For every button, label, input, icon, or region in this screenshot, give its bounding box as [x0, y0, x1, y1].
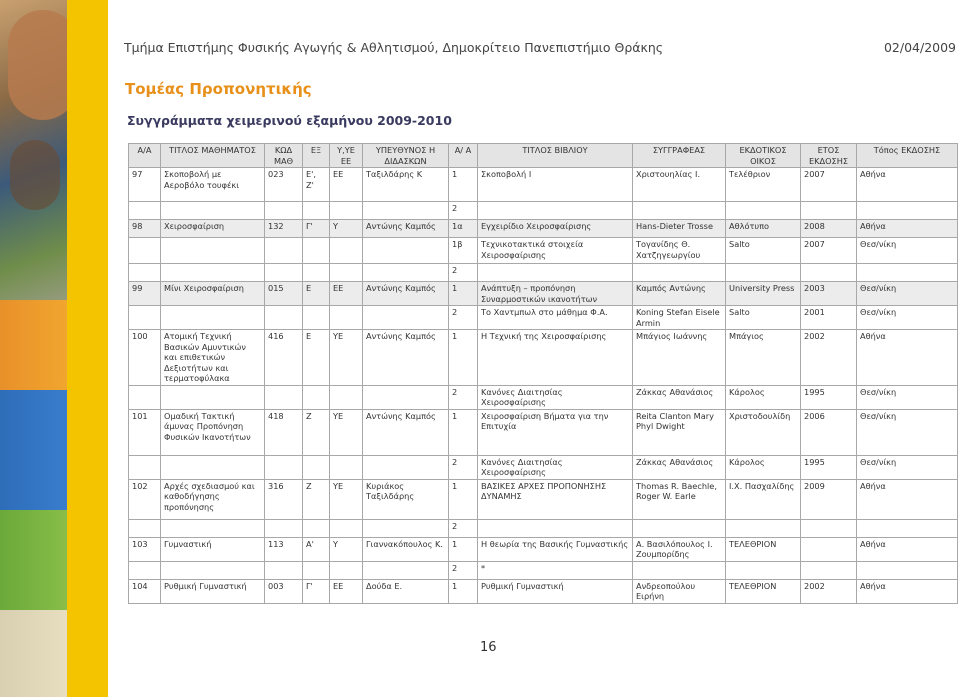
table-cell: [363, 264, 449, 282]
table-cell: [265, 202, 303, 220]
table-cell: Ομαδική Τακτική άμυνας Προπόνηση Φυσικών Ικανοτήτων: [161, 409, 265, 455]
sector-title: Τομέας Προπονητικής: [125, 80, 312, 98]
table-cell: 1: [449, 579, 478, 603]
table-cell: Ζάκκας Αθανάσιος: [633, 455, 726, 479]
column-header: ΣΥΓΓΡΑΦΕΑΣ: [633, 144, 726, 168]
table-cell: [857, 519, 958, 537]
table-cell: Τελέθριον: [726, 168, 801, 202]
table-cell: Η Τεχνική της Χειροσφαίρισης: [478, 330, 633, 386]
table-cell: Σκοποβολή Ι: [478, 168, 633, 202]
page-number: 16: [480, 640, 497, 655]
table-cell: Ε: [303, 282, 330, 306]
table-cell: 2006: [801, 409, 857, 455]
table-row: [129, 561, 958, 579]
table-cell: Salto: [726, 306, 801, 330]
table-cell: [330, 238, 363, 264]
table-cell: 2003: [801, 282, 857, 306]
table-cell: [363, 202, 449, 220]
table-cell: [330, 519, 363, 537]
table-row: [129, 579, 958, 603]
table-cell: Ι.Χ. Πασχαλίδης: [726, 479, 801, 519]
table-cell: 99: [129, 282, 161, 306]
decorative-sidebar: [0, 0, 108, 697]
table-cell: ΥΕ: [330, 409, 363, 455]
column-header: Α/Α: [129, 144, 161, 168]
table-cell: [161, 455, 265, 479]
table-cell: [303, 385, 330, 409]
column-header: ΤΙΤΛΟΣ ΜΑΘΗΜΑΤΟΣ: [161, 144, 265, 168]
table-row: [129, 330, 958, 386]
table-cell: [303, 306, 330, 330]
table-cell: [363, 385, 449, 409]
table-cell: 104: [129, 579, 161, 603]
table-cell: Η θεωρία της Βασικής Γυμναστικής: [478, 537, 633, 561]
table-cell: [161, 264, 265, 282]
table-cell: [129, 264, 161, 282]
table-cell: [330, 306, 363, 330]
table-header-row: [129, 144, 958, 168]
table-cell: 1: [449, 282, 478, 306]
column-header: ΕΚΔΟΤΙΚΟΣ ΟΙΚΟΣ: [726, 144, 801, 168]
table-cell: [801, 264, 857, 282]
table-cell: Αθήνα: [857, 579, 958, 603]
table-cell: Κυριάκος Ταξιλδάρης: [363, 479, 449, 519]
table-row: [129, 238, 958, 264]
table-cell: ΒΑΣΙΚΕΣ ΑΡΧΕΣ ΠΡΟΠΟΝΗΣΗΣ ΔΥΝΑΜΗΣ: [478, 479, 633, 519]
table-cell: [129, 202, 161, 220]
table-cell: Θεσ/νίκη: [857, 385, 958, 409]
table-cell: 2002: [801, 330, 857, 386]
table-body: [129, 168, 958, 604]
table-cell: [801, 519, 857, 537]
table-cell: Ρυθμική Γυμναστική: [478, 579, 633, 603]
table-cell: Χριστοδουλίδη: [726, 409, 801, 455]
table-cell: [726, 561, 801, 579]
table-cell: Υ: [330, 220, 363, 238]
table-cell: Δούδα Ε.: [363, 579, 449, 603]
table-cell: *: [478, 561, 633, 579]
sidebar-yellow-strip: [0, 0, 108, 697]
table-cell: 2: [449, 561, 478, 579]
table-cell: Χριστουηλίας Ι.: [633, 168, 726, 202]
table-cell: Θεσ/νίκη: [857, 238, 958, 264]
table-row: [129, 306, 958, 330]
column-header: ΕΤΟΣ ΕΚΔΟΣΗΣ: [801, 144, 857, 168]
table-cell: [265, 306, 303, 330]
table-cell: Αθήνα: [857, 168, 958, 202]
table-cell: [330, 202, 363, 220]
table-cell: Μίνι Χειροσφαίριση: [161, 282, 265, 306]
table-cell: Θεσ/νίκη: [857, 306, 958, 330]
table-cell: Χειροσφαίριση Βήματα για την Επιτυχία: [478, 409, 633, 455]
table-cell: Ζάκκας Αθανάσιος: [633, 385, 726, 409]
table-cell: [129, 519, 161, 537]
table-cell: 2: [449, 306, 478, 330]
table-cell: 2: [449, 264, 478, 282]
table-cell: 2: [449, 385, 478, 409]
table-cell: Μπάγιος Ιωάννης: [633, 330, 726, 386]
table-cell: Αθλότυπο: [726, 220, 801, 238]
table-cell: Εγχειρίδιο Χειροσφαίρισης: [478, 220, 633, 238]
table-cell: [265, 519, 303, 537]
department-header: Τμήμα Επιστήμης Φυσικής Αγωγής & Αθλητισμού, Δημοκρίτειο Πανεπιστήμιο Θράκης: [124, 40, 664, 55]
table-cell: 2007: [801, 168, 857, 202]
column-header: ΤΙΤΛΟΣ ΒΙΒΛΙΟΥ: [478, 144, 633, 168]
table-cell: 023: [265, 168, 303, 202]
table-cell: 2009: [801, 479, 857, 519]
column-header: ΥΠΕΥΘΥΝΟΣ Η ΔΙΔΑΣΚΩΝ: [363, 144, 449, 168]
table-cell: [303, 519, 330, 537]
table-cell: Reita Clanton Mary Phyl Dwight: [633, 409, 726, 455]
table-cell: Κανόνες Διαιτησίας Χειροσφαίρισης: [478, 385, 633, 409]
table-cell: [303, 561, 330, 579]
table-cell: 2: [449, 202, 478, 220]
table-cell: 418: [265, 409, 303, 455]
table-cell: Ζ: [303, 479, 330, 519]
table-cell: Thomas R. Baechle, Roger W. Earle: [633, 479, 726, 519]
table-row: [129, 220, 958, 238]
table-cell: Κανόνες Διαιτησίας Χειροσφαίρισης: [478, 455, 633, 479]
table-cell: 132: [265, 220, 303, 238]
table-cell: [633, 202, 726, 220]
table-cell: [726, 202, 801, 220]
table-cell: [726, 519, 801, 537]
table-cell: 1: [449, 479, 478, 519]
table-row: [129, 264, 958, 282]
column-header: Α/ Α: [449, 144, 478, 168]
table-cell: Γ': [303, 579, 330, 603]
table-row: [129, 385, 958, 409]
table-cell: 2: [449, 455, 478, 479]
table-cell: [265, 238, 303, 264]
table-cell: Hans-Dieter Trosse: [633, 220, 726, 238]
table-row: [129, 455, 958, 479]
table-cell: Ατομική Τεχνική Βασικών Αμυντικών και επιθετικών Δεξιοτήτων και τερματοφύλακα: [161, 330, 265, 386]
table-cell: ΕΕ: [330, 168, 363, 202]
table-row: [129, 282, 958, 306]
table-cell: [478, 519, 633, 537]
table-cell: [633, 519, 726, 537]
table-cell: Α': [303, 537, 330, 561]
table-cell: [857, 264, 958, 282]
table-row: [129, 168, 958, 202]
table-cell: 1: [449, 537, 478, 561]
table-cell: [633, 264, 726, 282]
table-cell: 103: [129, 537, 161, 561]
table-cell: Koning Stefan Eisele Armin: [633, 306, 726, 330]
table-cell: [129, 385, 161, 409]
table-cell: Ζ: [303, 409, 330, 455]
table-cell: Ε: [303, 330, 330, 386]
table-cell: 100: [129, 330, 161, 386]
table-cell: [129, 561, 161, 579]
table-cell: Καμπός Αντώνης: [633, 282, 726, 306]
table-cell: Γ': [303, 220, 330, 238]
table-cell: 003: [265, 579, 303, 603]
column-header: Υ,ΥΕ ΕΕ: [330, 144, 363, 168]
table-cell: Υ: [330, 537, 363, 561]
table-cell: 1α: [449, 220, 478, 238]
table-cell: Το Χαντμπωλ στο μάθημα Φ.Α.: [478, 306, 633, 330]
table-cell: ΕΕ: [330, 579, 363, 603]
table-cell: Αντώνης Καμπός: [363, 330, 449, 386]
table-cell: Κάρολος: [726, 455, 801, 479]
table-cell: Σκοποβολή με Αεροβόλο τουφέκι: [161, 168, 265, 202]
table-cell: ΥΕ: [330, 330, 363, 386]
table-cell: [633, 561, 726, 579]
column-header: ΚΩΔ ΜΑΘ: [265, 144, 303, 168]
table-cell: Ε', Ζ': [303, 168, 330, 202]
table-cell: 316: [265, 479, 303, 519]
table-cell: 113: [265, 537, 303, 561]
table-cell: [265, 561, 303, 579]
table-cell: [857, 202, 958, 220]
table-cell: [478, 202, 633, 220]
table-row: [129, 537, 958, 561]
table-cell: ΤΕΛΕΘΡΙΟΝ: [726, 537, 801, 561]
table-row: [129, 202, 958, 220]
table-cell: 416: [265, 330, 303, 386]
table-cell: University Press: [726, 282, 801, 306]
table-cell: [265, 385, 303, 409]
table-cell: [303, 455, 330, 479]
table-cell: Α. Βασιλόπουλος Ι. Ζουμπορίδης: [633, 537, 726, 561]
table-cell: [161, 385, 265, 409]
table-cell: [363, 306, 449, 330]
table-cell: ΕΕ: [330, 282, 363, 306]
table-cell: Αθήνα: [857, 479, 958, 519]
table-cell: Ρυθμική Γυμναστική: [161, 579, 265, 603]
table-cell: Αντώνης Καμπός: [363, 409, 449, 455]
table-cell: Μπάγιος: [726, 330, 801, 386]
table-cell: [265, 264, 303, 282]
table-cell: [303, 264, 330, 282]
table-cell: [363, 561, 449, 579]
table-cell: [363, 238, 449, 264]
table-cell: [265, 455, 303, 479]
table-cell: 101: [129, 409, 161, 455]
table-cell: 015: [265, 282, 303, 306]
table-cell: Γιαννακόπουλος Κ.: [363, 537, 449, 561]
header-date: 02/04/2009: [883, 40, 956, 55]
table-cell: [161, 238, 265, 264]
table-cell: [161, 519, 265, 537]
table-cell: 102: [129, 479, 161, 519]
table-cell: [726, 264, 801, 282]
column-header: ΕΞ: [303, 144, 330, 168]
table-row: [129, 519, 958, 537]
page-subtitle: Συγγράμματα χειμερινού εξαμήνου 2009-2010: [127, 113, 452, 128]
table-cell: Θεσ/νίκη: [857, 455, 958, 479]
table-cell: Salto: [726, 238, 801, 264]
table-cell: Τογανίδης Θ. Χατζηγεωργίου: [633, 238, 726, 264]
table-cell: Θεσ/νίκη: [857, 282, 958, 306]
table-cell: [801, 202, 857, 220]
table-cell: Αρχές σχεδιασμού και καθοδήγησης προπόνησης: [161, 479, 265, 519]
table-cell: Θεσ/νίκη: [857, 409, 958, 455]
table-cell: Αθήνα: [857, 220, 958, 238]
table-cell: [801, 537, 857, 561]
table-cell: 2002: [801, 579, 857, 603]
table-cell: [129, 455, 161, 479]
table-row: [129, 409, 958, 455]
table-cell: 1995: [801, 455, 857, 479]
table-cell: [161, 306, 265, 330]
table-cell: [129, 238, 161, 264]
table-cell: Ανδρεοπούλου Ειρήνη: [633, 579, 726, 603]
table-cell: [129, 306, 161, 330]
table-cell: [801, 561, 857, 579]
table-cell: [857, 561, 958, 579]
table-row: [129, 479, 958, 519]
table-cell: [161, 202, 265, 220]
column-header: Τόπος ΕΚΔΟΣΗΣ: [857, 144, 958, 168]
table-cell: 1: [449, 330, 478, 386]
table-cell: Ανάπτυξη – προπόνηση Συναρμοστικών ικανοτήτων: [478, 282, 633, 306]
table-cell: Αθήνα: [857, 330, 958, 386]
table-cell: 2007: [801, 238, 857, 264]
table-cell: Τεχνικοτακτικά στοιχεία Χειροσφαίρισης: [478, 238, 633, 264]
table-cell: [330, 385, 363, 409]
table-cell: 2008: [801, 220, 857, 238]
table-cell: [363, 455, 449, 479]
table-cell: 1: [449, 409, 478, 455]
table-cell: 1: [449, 168, 478, 202]
table-cell: ΤΕΛΕΘΡΙΟΝ: [726, 579, 801, 603]
table-cell: Κάρολος: [726, 385, 801, 409]
table-cell: [161, 561, 265, 579]
table-cell: Χειροσφαίριση: [161, 220, 265, 238]
table-cell: Αντώνης Καμπός: [363, 220, 449, 238]
table-cell: [303, 238, 330, 264]
table-cell: 98: [129, 220, 161, 238]
table-cell: 1995: [801, 385, 857, 409]
table-cell: [303, 202, 330, 220]
table-cell: [330, 561, 363, 579]
table-cell: [363, 519, 449, 537]
table-cell: 2: [449, 519, 478, 537]
table-cell: [478, 264, 633, 282]
table-cell: 2001: [801, 306, 857, 330]
table-cell: 1β: [449, 238, 478, 264]
table-cell: [330, 264, 363, 282]
table-cell: Αθήνα: [857, 537, 958, 561]
table-cell: [330, 455, 363, 479]
table-cell: Ταξιλδάρης Κ: [363, 168, 449, 202]
table-cell: 97: [129, 168, 161, 202]
table-cell: Αντώνης Καμπός: [363, 282, 449, 306]
table-cell: Γυμναστική: [161, 537, 265, 561]
table-cell: ΥΕ: [330, 479, 363, 519]
textbooks-table: [128, 143, 958, 604]
